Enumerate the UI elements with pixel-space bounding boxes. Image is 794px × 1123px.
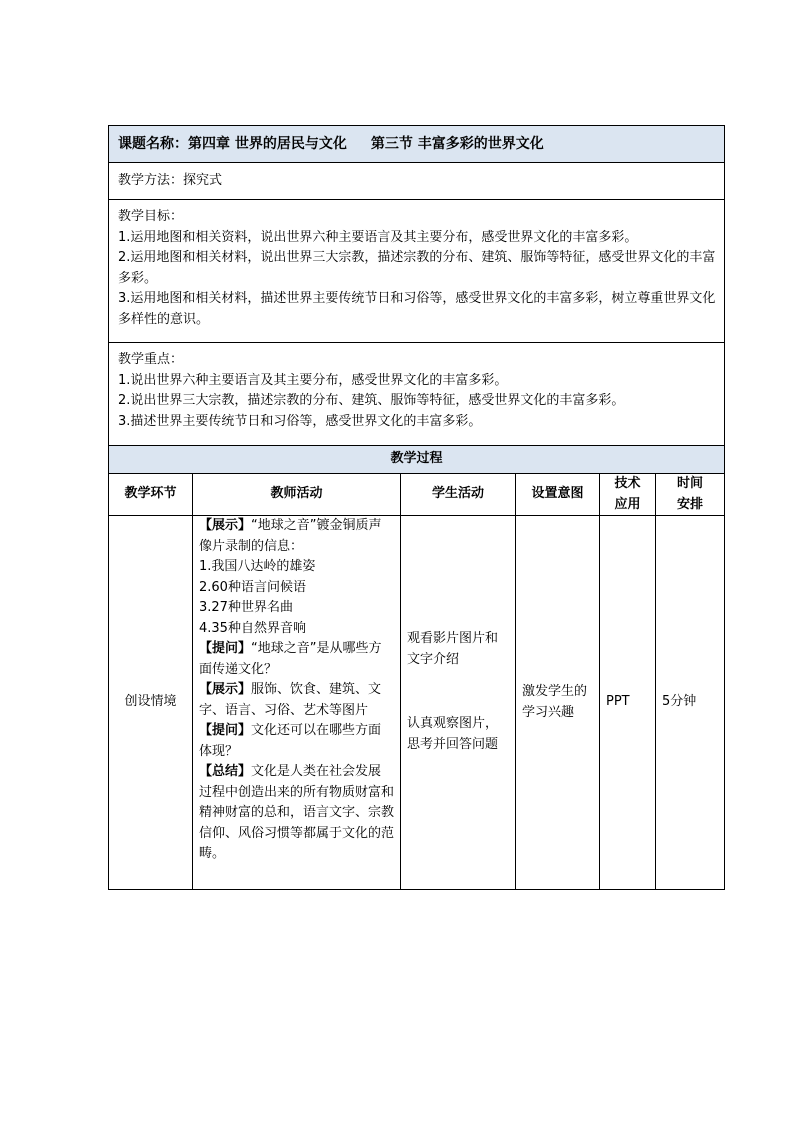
list-item: 3.27种世界名曲 <box>199 600 293 615</box>
tag-show: 【展示】 <box>199 682 252 697</box>
teacher-paragraph <box>199 680 394 721</box>
tag-ask: 【提问】 <box>199 641 252 656</box>
table-row <box>109 516 725 890</box>
column-header-row <box>109 474 725 516</box>
student-activity-item: 认真观察图片，思考并回答问题 <box>407 716 499 752</box>
col-header-time-line1: 时间 <box>676 476 703 491</box>
objective-item: 3.运用地图和相关材料，描述世界主要传统节日和习俗等，感受世界文化的丰富多彩，树立尊重世界文化多样性的意识。 <box>118 291 716 327</box>
tag-ask: 【提问】 <box>199 723 252 738</box>
key-point-item: 3.描述世界主要传统节日和习俗等，感受世界文化的丰富多彩。 <box>118 413 482 429</box>
course-title: 课题名称：第四章 世界的居民与文化 <box>118 135 347 152</box>
key-points-heading: 教学重点： <box>118 352 184 367</box>
student-activity-item: 观看影片图片和文字介绍 <box>407 631 499 667</box>
teacher-paragraph <box>199 721 394 762</box>
lesson-title <box>109 126 725 163</box>
list-item: 1.我国八达岭的雄姿 <box>199 559 316 574</box>
key-point-item: 1.说出世界六种主要语言及其主要分布，感受世界文化的丰富多彩。 <box>118 372 508 388</box>
tag-summary: 【总结】 <box>199 764 252 779</box>
lesson-plan-table <box>108 125 725 890</box>
key-point-item: 2.说出世界三大宗教，描述宗教的分布、建筑、服饰等特征，感受世界文化的丰富多彩。 <box>118 393 625 408</box>
tech-cell: PPT <box>600 516 656 890</box>
teacher-text: 文化是人类在社会发展过程中创造出来的所有物质财富和精神财富的总和，语言文字、宗教信仰、风俗习惯等都属于文化的范畴。 <box>199 764 395 861</box>
col-header-stage: 教学环节 <box>109 474 193 516</box>
student-activity-cell <box>401 516 516 890</box>
process-heading: 教学过程 <box>109 446 725 474</box>
teaching-objectives <box>109 200 725 343</box>
method-row <box>109 163 725 200</box>
col-header-tech <box>600 474 656 516</box>
col-header-tech-line2: 应用 <box>614 496 641 512</box>
list-item: 4.35种自然界音响 <box>199 620 306 636</box>
teacher-paragraph <box>199 762 394 865</box>
objective-item: 1.运用地图和相关资料，说出世界六种主要语言及其主要分布，感受世界文化的丰富多彩。 <box>118 229 638 245</box>
teacher-paragraph <box>199 516 394 557</box>
col-header-intent: 设置意图 <box>516 474 600 516</box>
teacher-text: 服饰、饮食、建筑、文字、语言、习俗、艺术等图片 <box>199 682 382 718</box>
teaching-method: 教学方法：探究式 <box>109 163 725 200</box>
key-points-row <box>109 343 725 446</box>
teacher-text: “地球之音”是从哪些方面传递文化？ <box>199 641 382 677</box>
teacher-text: “地球之音”镀金铜质声像片录制的信息： <box>199 518 382 554</box>
intent-cell: 激发学生的学习兴趣 <box>516 516 600 890</box>
teaching-key-points <box>109 343 725 446</box>
col-header-tech-line1: 技术 <box>614 476 641 491</box>
objectives-row <box>109 200 725 343</box>
title-row <box>109 126 725 163</box>
objective-item: 2.运用地图和相关材料，说出世界三大宗教，描述宗教的分布、建筑、服饰等特征，感受世界文化的丰富多彩。 <box>118 250 716 286</box>
teacher-activity-cell <box>193 516 401 890</box>
teacher-paragraph <box>199 639 394 680</box>
col-header-student: 学生活动 <box>401 474 516 516</box>
tag-show: 【展示】 <box>199 518 252 533</box>
process-heading-row <box>109 446 725 474</box>
col-header-time <box>656 474 725 516</box>
col-header-teacher: 教师活动 <box>193 474 401 516</box>
col-header-time-line2: 安排 <box>676 496 703 512</box>
teacher-text: 文化还可以在哪些方面体现？ <box>199 723 382 759</box>
section-title: 第三节 丰富多彩的世界文化 <box>370 135 544 152</box>
stage-cell: 创设情境 <box>109 516 193 890</box>
objectives-heading: 教学目标： <box>118 209 184 224</box>
list-item: 2.60种语言问候语 <box>199 579 306 595</box>
time-cell: 5分钟 <box>656 516 725 890</box>
